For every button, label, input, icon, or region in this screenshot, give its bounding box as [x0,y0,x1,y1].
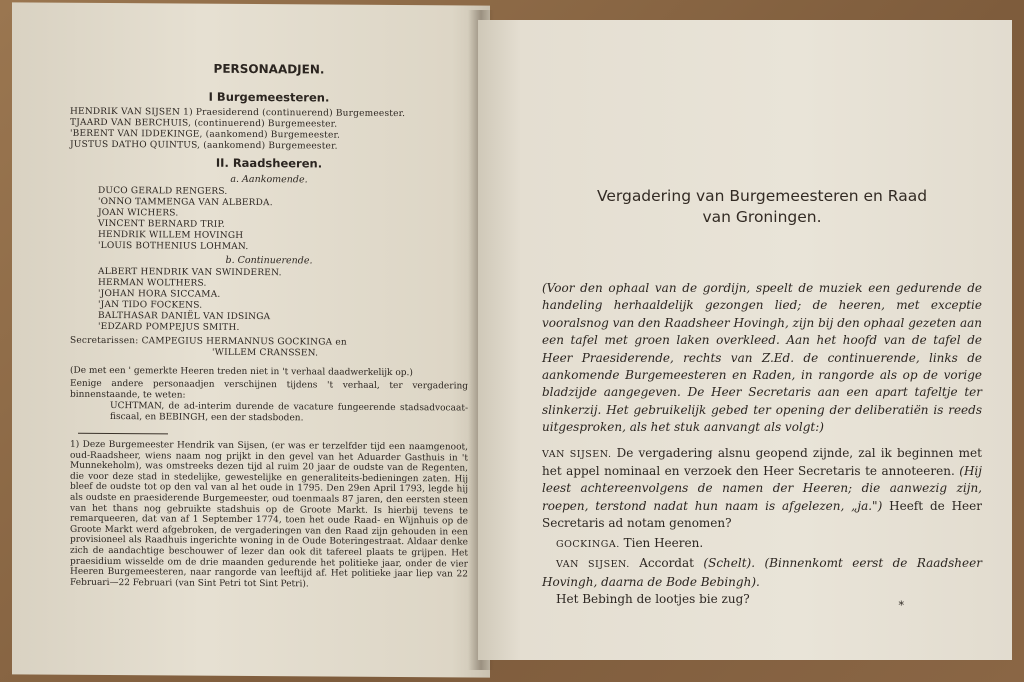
dialogue-van-sijsen-1 [542,445,982,533]
list-item: HENDRIK VAN SIJSEN 1) Praesiderend (continuerend) Burgemeester. [70,106,406,120]
left-page [12,2,490,677]
secretaries-line-2: 'WILLEM CRANSSEN. [212,347,319,359]
scene-title-line-2: van Groningen. [702,208,822,226]
list-item: DUCO GERALD RENGERS. [98,185,228,197]
stage-note: (Schelt). (Binnenkomt eerst de Raadsheer Hovingh, daarna de Bode Bebingh). [542,556,982,589]
mayors-heading: I Burgemeesteren. [208,89,330,105]
list-item: TJAARD VAN BERCHUIS, (continuerend) Burgemeester. [70,117,338,130]
list-item: 'LOUIS BOTHENIUS LOHMAN. [98,240,249,252]
scene-title-line-1: Vergadering van Burgemeesteren en Raad [596,187,928,205]
dialogue-text: Tien Heeren. [623,535,704,550]
dialogue-text: Heeft de Heer Secretaris ad notam genomen? [542,498,982,531]
speaker-name: VAN SIJSEN. [542,448,612,460]
continuing-subheading: b. Continuerende. [225,254,313,267]
list-item: 'JAN TIDO FOCKENS. [98,299,203,311]
dialogue-bebingh-line: Het Bebingh de lootjes bie zug? [556,591,750,606]
dialogue-text: Accordat [639,556,694,571]
list-item: 'ONNO TAMMENGA VAN ALBERDA. [98,196,273,209]
scene-title [542,186,982,228]
dialogue-van-sijsen-2 [542,555,982,591]
list-item: 'JOHAN HORA SICCAMA. [98,288,221,300]
list-item: JUSTUS DATHO QUINTUS, (aankomend) Burgemeester. [70,139,338,152]
list-item: HENDRIK WILLEM HOVINGH [98,229,244,241]
list-item: ALBERT HENDRIK VAN SWINDEREN. [98,266,282,279]
footnote-divider [78,433,168,435]
asterisk-mark: * [898,599,904,612]
incoming-list [70,186,468,255]
speaker-name: VAN SIJSEN. [556,559,630,571]
footnote: 1) Deze Burgemeester Hendrik van Sijsen, (er was er terzelfder tijd een naamgenoot, oud-Raadsheer, wiens naam nog prijkt in den gevel van het Aduarder Gasthuis in 't Munnekeholm), was omstreeks dezen tijd al ruim 20 jaar de oudste van de Regenten, die voor deze stad in stedelijke, gewestelijke en generaliteits-bedieningen zaten. Hij bleef de oudste tot op den val van al het oude in 1795. Den 29en April 1793, legde hij als oudste en praesiderende Burgemeester, oud toenmaals 87 jaren, den eersten steen van het thans nog gebruikte stadshuis op de Groote Markt. Is hierbij tevens te remarqueeren, dat van af 1 September 1774, toen het oude Raad- en Wijnhuis op de Groote Markt werd afgebroken, de vergaderingen van den Raad zijn gehouden in een provisioneel als Raadhuis ingerichte woning in de Oude Boteringestraat. Aldaar denke zich de aandachtige beschouwer of lezer dan ook dit tafereel plaats te grijpen. Het praesidium wisselde om de drie maanden gedurende het politieke jaar, onder de vier Heeren Burgemeesteren, naar rangorde van leeftijd af. Het politieke jaar liep van 22 Februari—22 Februari (van Sint Petri tot Sint Petri). [70,439,468,590]
continuing-list [70,267,468,336]
personae-title: PERSONAADJEN. [213,61,325,77]
note-other-personae: Eenige andere personaadjen verschijnen tijdens 't verhaal, ter vergadering binnenstaande, te weten: [70,378,468,401]
list-item: 'EDZARD POMPEJUS SMITH. [98,321,240,333]
speaker-name: GOCKINGA. [556,538,620,550]
dialogue-gockinga [542,535,982,553]
list-item: BALTHASAR DANIËL VAN IDSINGA [98,310,271,323]
stage-note: (Hij leest achtereenvolgens de namen der Heeren; die aanwezig zijn, roepen, terstond nadat hun naam is afgelezen, „ja.") [542,464,982,513]
note-marked-gentlemen: (De met een ' gemerkte Heeren treden niet in 't verhaal daadwerkelijk op.) [70,365,413,379]
incoming-subheading: a. Aankomende. [230,173,308,186]
secretaries-line-1: Secretarissen: CAMPEGIUS HERMANNUS GOCKINGA en [70,335,347,348]
stage-direction: (Voor den ophaal van de gordijn, speelt de muziek een gedurende de handeling herhaaldelijk gezongen lied; de heeren, met exceptie vooralsnog van den Raadsheer Hovingh, zijn bij den ophaal gezeten aan een tafel met groen laken overkleed. Aan het hoofd van de tafel de Heer Praesiderende, rechts van Z.Ed. de continuerende, links de aankomende Burgemeesteren en Raden, in rangorde als op de vorige bladzijde aangegeven. De Heer Secretaris aan een apart tafeltje ter slinkerzij. Het gebruikelijk gebed ter opening der deliberatiën is reeds uitgesproken, als het stuk aanvangt als volgt:) [542,281,982,435]
list-item: 'BERENT VAN IDDEKINGE, (aankomend) Burgemeester. [70,128,341,141]
note-uchtman-bebingh: UCHTMAN, de ad-interim durende de vacature fungeerende stadsadvocaat-fiscaal, en BEBINGH, een der stadsboden. [110,401,468,424]
councillors-heading: II. Raadsheeren. [215,155,323,171]
list-item: JOAN WICHERS. [98,207,179,219]
list-item: HERMAN WOLTHERS. [98,277,207,289]
dialogue-text: De vergadering alsnu geopend zijnde, zal ik beginnen met het appel nominaal en verzoek den Heer Secretaris te annoteeren. [542,445,982,479]
right-page [478,20,1012,660]
mayors-list [70,107,468,154]
list-item: VINCENT BERNARD TRIP. [98,218,225,230]
